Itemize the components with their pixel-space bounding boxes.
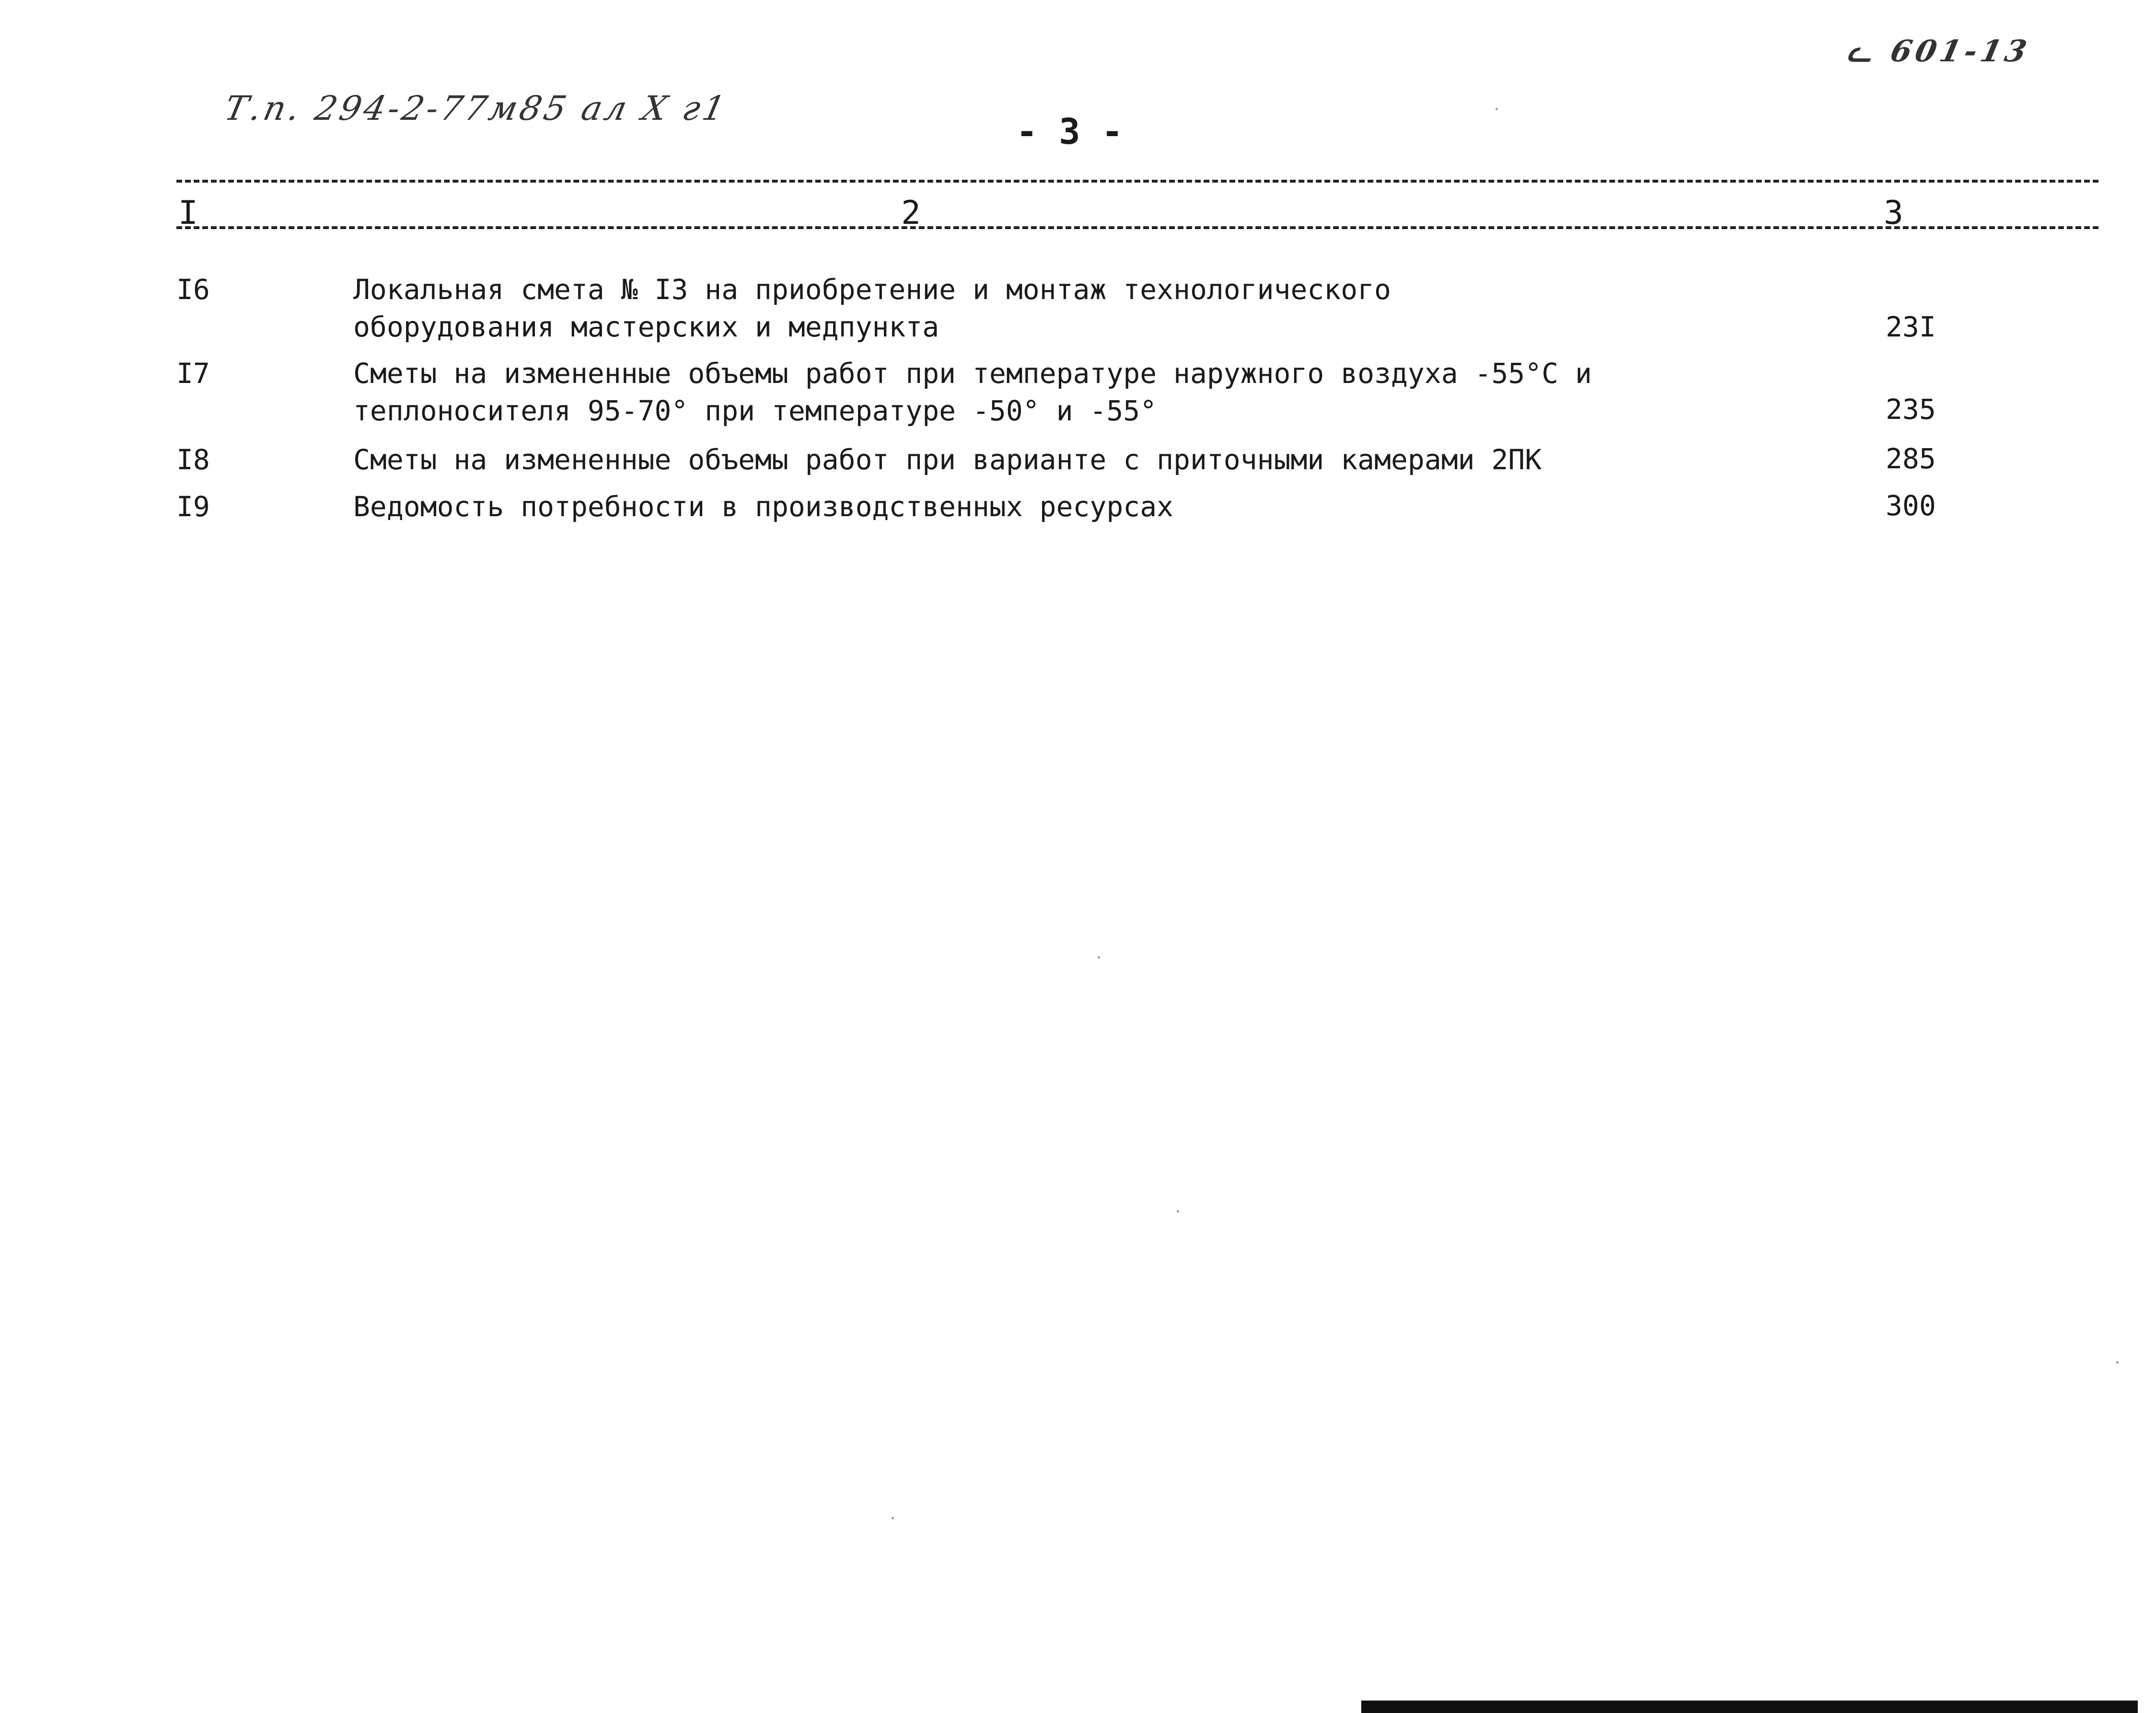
scan-speck <box>1495 108 1498 110</box>
table-top-rule <box>176 180 2098 183</box>
handwritten-sheet-number: ᓚ 601-13 <box>1844 34 2034 69</box>
scan-speck <box>2116 1361 2119 1364</box>
column-header-2: 2 <box>901 194 921 232</box>
row-page: 300 <box>1886 489 1936 522</box>
scan-speck <box>1177 1210 1179 1213</box>
row-number: I9 <box>176 490 210 523</box>
row-description-line: теплоносителя 95-70° при температуре -50° и -55° <box>353 394 1157 427</box>
row-number: I8 <box>176 443 210 476</box>
page-number: - 3 - <box>1016 111 1123 152</box>
column-header-1: I <box>178 194 198 232</box>
scan-edge-bar <box>1361 1701 2138 1713</box>
row-description-line: оборудования мастерских и медпункта <box>353 311 939 343</box>
row-description-line: Ведомость потребности в производственных ресурсах <box>353 490 1174 523</box>
row-page: 235 <box>1886 393 1936 426</box>
row-description-line: Сметы на измененные объемы работ при варианте с приточными камерами 2ПК <box>353 443 1542 476</box>
row-number: I6 <box>176 273 210 306</box>
scan-speck <box>892 1517 894 1519</box>
row-description-line: Локальная смета № I3 на приобретение и монтаж технологического <box>353 273 1391 306</box>
scan-speck <box>1098 956 1100 959</box>
row-description-line: Сметы на измененные объемы работ при температуре наружного воздуха -55°С и <box>353 357 1592 390</box>
table-header-rule <box>176 226 2098 229</box>
handwritten-document-code: Т.п. 294-2-77м85 ал Х г1 <box>221 89 731 128</box>
row-number: I7 <box>176 357 210 390</box>
column-header-3: 3 <box>1884 194 1903 232</box>
row-page: 23I <box>1886 311 1936 343</box>
row-page: 285 <box>1886 442 1936 475</box>
